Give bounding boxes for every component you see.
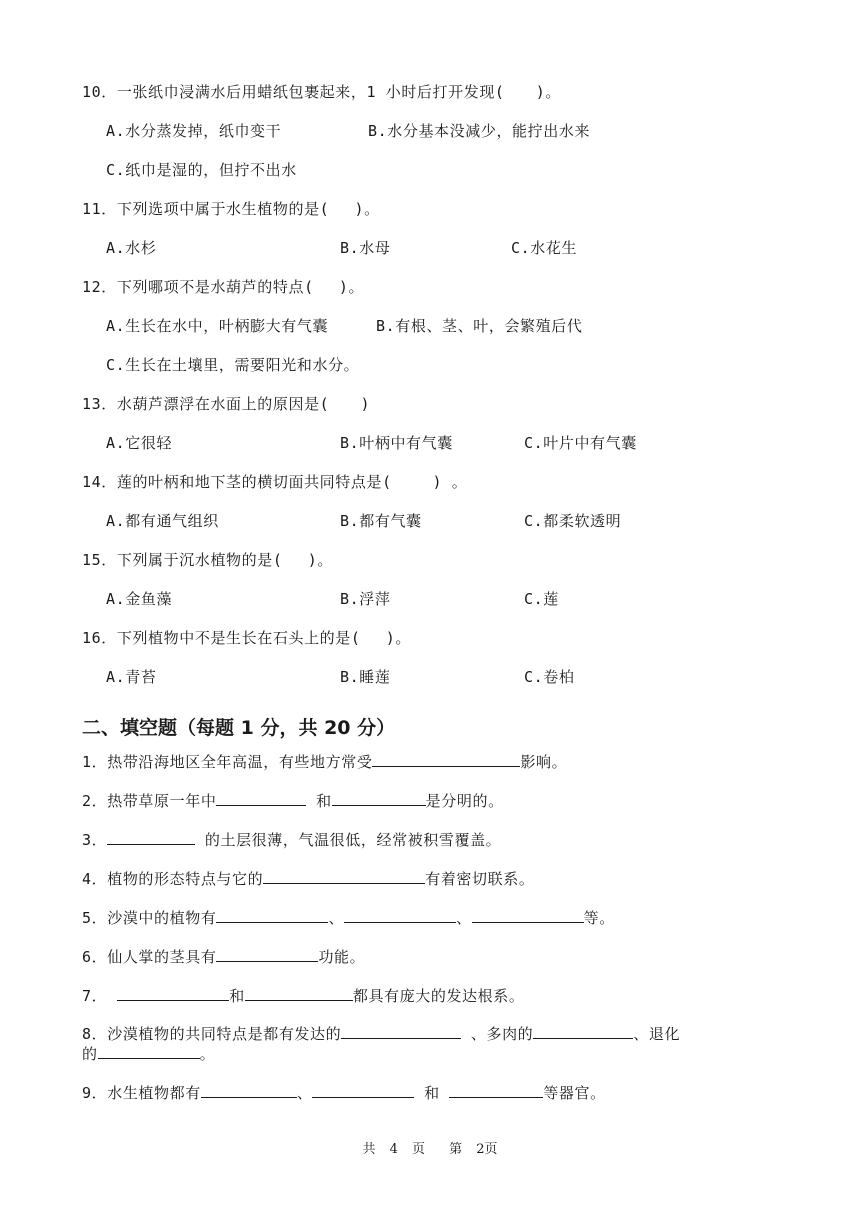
question-11-option-c: C.水花生 [511,239,578,257]
fill-9-text-d: 等器官。 [543,1084,606,1102]
question-10-option-c: C.纸巾是湿的，但拧不出水 [106,161,297,179]
question-13-option-c: C.叶片中有气囊 [524,434,637,452]
fill-question-6 [82,947,365,967]
question-13-option-a: A.它很轻 [106,434,173,452]
fill-question-1 [82,752,567,772]
fill-1-blank[interactable] [372,752,520,767]
fill-9-blank-2[interactable] [312,1083,414,1098]
fill-8-text-d: 的 [82,1045,98,1063]
fill-5-text-d: 等。 [583,909,615,927]
question-12-option-c: C.生长在土壤里，需要阳光和水分。 [106,356,360,374]
fill-4-blank[interactable] [263,869,425,884]
question-10-stem: 10．一张纸巾浸满水后用蜡纸包裹起来，1 小时后打开发现( )。 [82,83,561,101]
fill-question-9 [82,1083,606,1103]
question-14-option-a: A.都有通气组织 [106,512,219,530]
fill-8-text-a: 8．沙漠植物的共同特点是都有发达的 [82,1025,342,1043]
section-heading-fill-in: 二、填空题（每题 1 分，共 20 分） [82,717,396,739]
fill-3-text-b: 的土层很薄，气温很低，经常被积雪覆盖。 [195,831,502,849]
fill-3-text-a: 3． [82,831,108,849]
fill-9-blank-1[interactable] [201,1083,297,1098]
fill-2-blank-1[interactable] [216,791,306,806]
fill-9-text-a: 9．水生植物都有 [82,1084,201,1102]
question-14-option-c: C.都柔软透明 [524,512,622,530]
question-12-option-b: B.有根、茎、叶，会繁殖后代 [376,317,583,335]
question-15-option-a: A.金鱼藻 [106,590,173,608]
question-10-option-a: A.水分蒸发掉，纸巾变干 [106,122,282,140]
fill-7-text-c: 都具有庞大的发达根系。 [352,987,525,1005]
fill-question-3 [82,830,501,850]
question-11-stem: 11．下列选项中属于水生植物的是( )。 [82,200,380,218]
fill-5-blank-1[interactable] [216,908,328,923]
fill-5-blank-2[interactable] [344,908,456,923]
fill-7-blank-1[interactable] [117,986,229,1001]
fill-5-text-c: 、 [456,909,472,927]
fill-2-text-c: 是分明的。 [425,792,504,810]
fill-2-blank-2[interactable] [332,791,426,806]
fill-1-text-b: 影响。 [520,753,568,771]
question-14-option-b: B.都有气囊 [340,512,422,530]
fill-9-text-c: 和 [414,1084,450,1102]
fill-question-4 [82,869,534,889]
fill-1-text-a: 1．热带沿海地区全年高温，有些地方常受 [82,753,373,771]
fill-5-text-a: 5．沙漠中的植物有 [82,909,217,927]
fill-7-blank-2[interactable] [245,986,353,1001]
page-current: 第 2页 [449,1142,498,1157]
fill-6-text-a: 6．仙人掌的茎具有 [82,948,217,966]
page-total: 共 4 页 [362,1142,426,1157]
fill-8-text-b: 、多肉的 [461,1025,534,1043]
question-16-option-c: C.卷柏 [524,668,575,686]
fill-6-text-b: 功能。 [318,948,366,966]
question-16-stem: 16．下列植物中不是生长在石头上的是( )。 [82,629,411,647]
question-15-option-c: C.莲 [524,590,559,608]
question-12-stem: 12．下列哪项不是水葫芦的特点( )。 [82,278,365,296]
fill-6-blank[interactable] [216,947,318,962]
fill-4-text-a: 4．植物的形态特点与它的 [82,870,264,888]
fill-question-7 [82,986,524,1006]
fill-2-text-a: 2．热带草原一年中 [82,792,217,810]
question-10-option-b: B.水分基本没减少，能拧出水来 [368,122,591,140]
fill-5-text-b: 、 [328,909,345,927]
fill-9-text-b: 、 [296,1084,313,1102]
fill-4-text-b: 有着密切联系。 [425,870,535,888]
fill-5-blank-3[interactable] [472,908,584,923]
question-14-stem: 14．莲的叶柄和地下茎的横切面共同特点是( ) 。 [82,473,468,491]
fill-3-blank[interactable] [107,830,195,845]
question-12-option-a: A.生长在水中，叶柄膨大有气囊 [106,317,329,335]
question-11-option-b: B.水母 [340,239,391,257]
fill-2-text-b: 和 [306,792,332,810]
fill-8-blank-3[interactable] [98,1044,200,1059]
fill-7-text-a: 7． [82,987,108,1005]
fill-9-blank-3[interactable] [449,1083,543,1098]
fill-7-text-b: 和 [229,987,245,1005]
question-16-option-b: B.睡莲 [340,668,391,686]
fill-question-8-line-2 [82,1044,215,1064]
question-15-option-b: B.浮萍 [340,590,391,608]
fill-8-text-e: 。 [199,1045,216,1063]
question-15-stem: 15．下列属于沉水植物的是( )。 [82,551,333,569]
fill-8-blank-1[interactable] [341,1024,461,1039]
fill-question-5 [82,908,615,928]
fill-8-blank-2[interactable] [533,1024,633,1039]
page-footer [0,1138,860,1157]
fill-8-text-c: 、退化 [633,1025,681,1043]
fill-question-2 [82,791,504,811]
question-16-option-a: A.青苔 [106,668,157,686]
question-13-option-b: B.叶柄中有气囊 [340,434,453,452]
question-11-option-a: A.水杉 [106,239,157,257]
fill-question-8-line-1 [82,1024,680,1044]
question-13-stem: 13．水葫芦漂浮在水面上的原因是( ) [82,395,371,413]
